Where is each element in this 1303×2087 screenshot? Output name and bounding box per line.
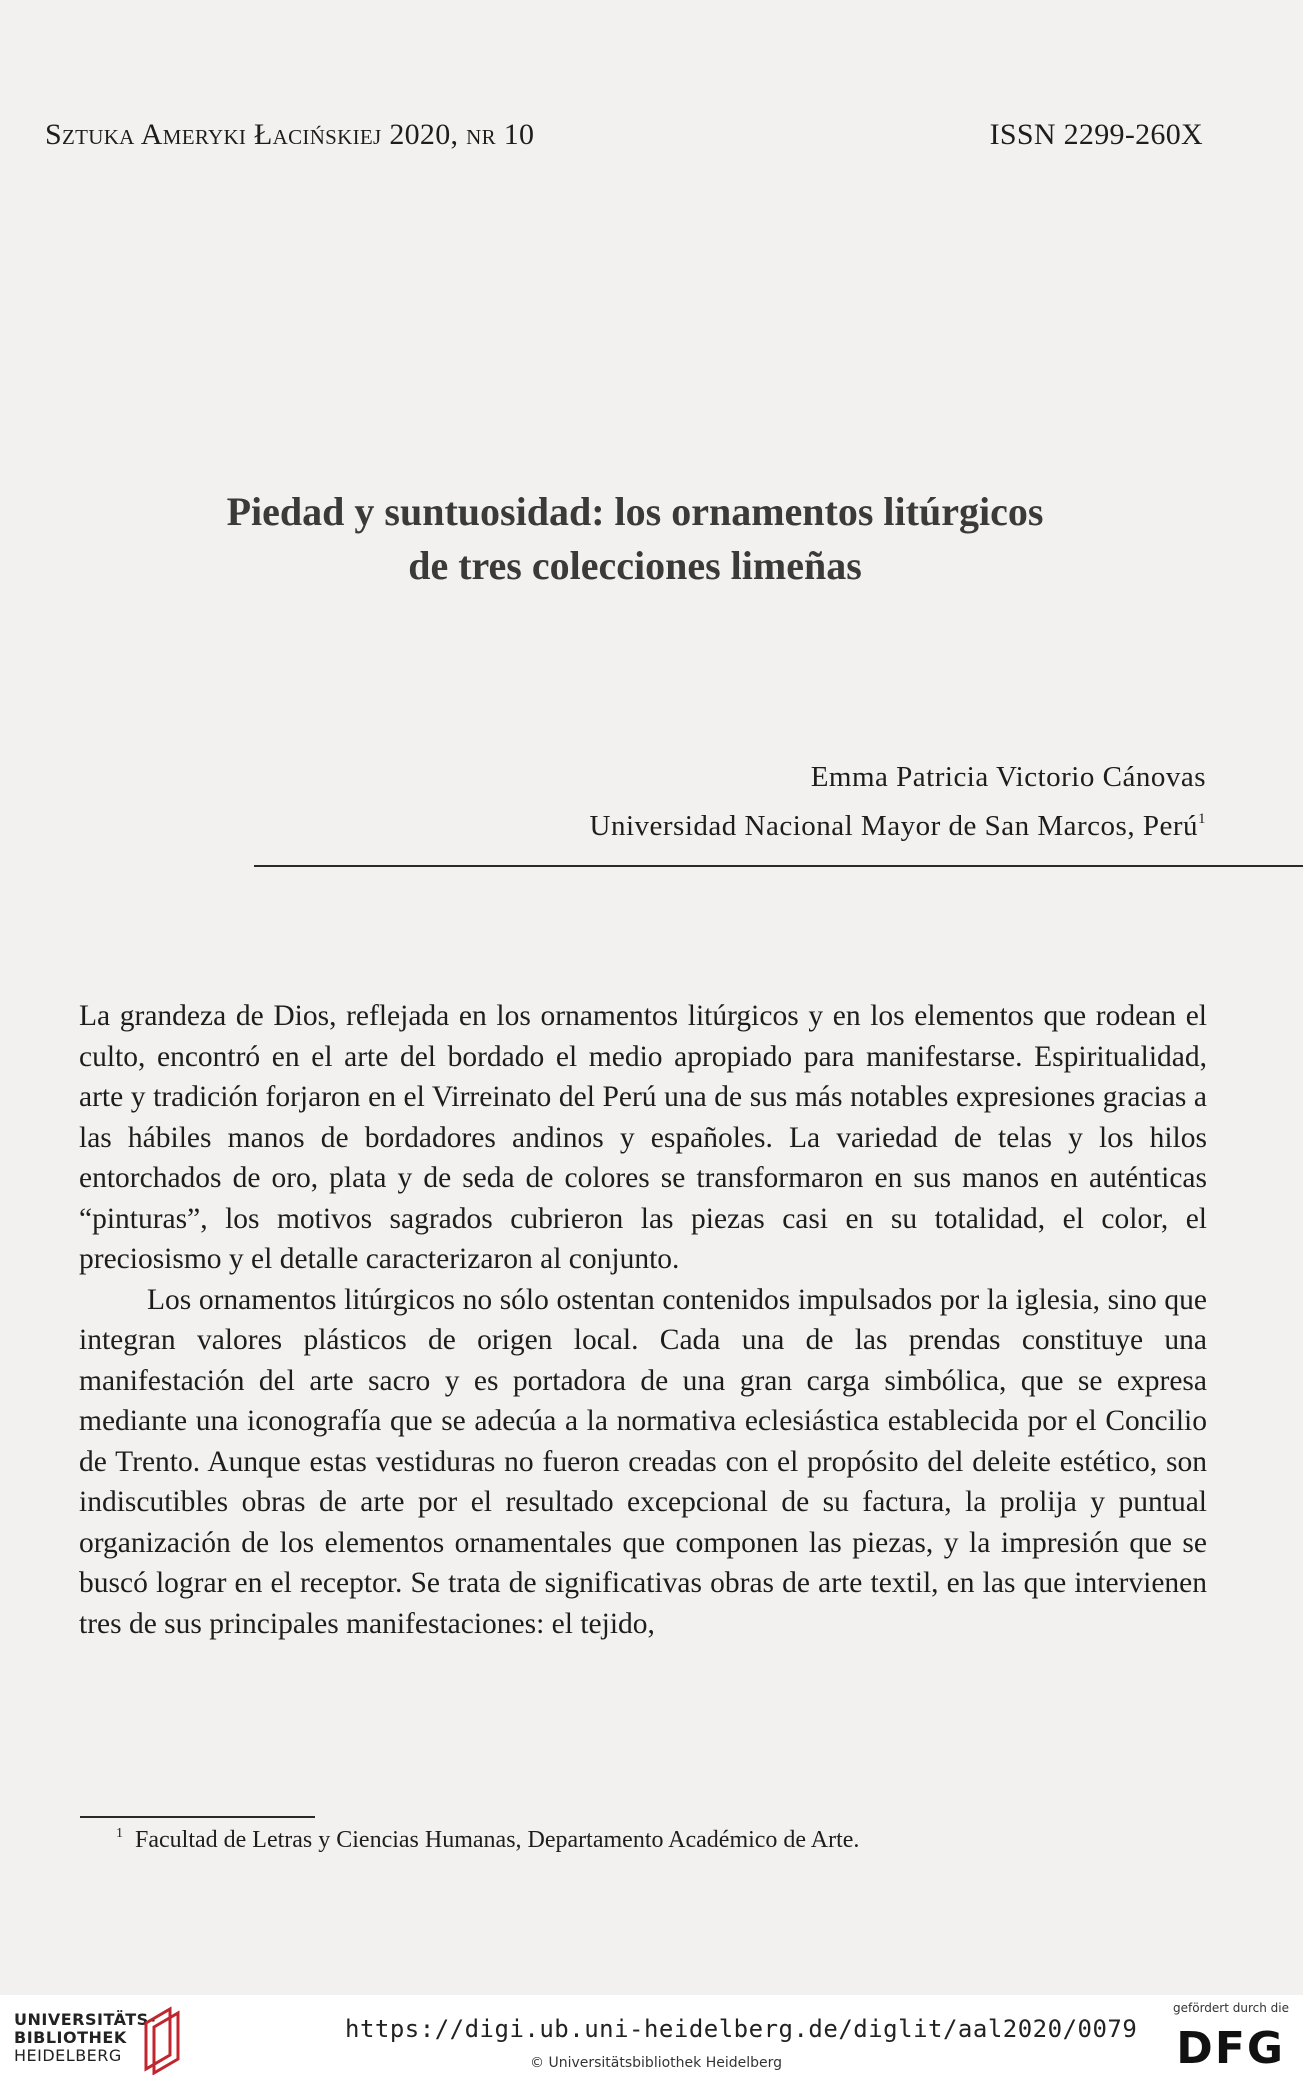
footnote-reference: 1	[1198, 811, 1206, 827]
source-url-link[interactable]: https://digi.ub.uni-heidelberg.de/diglit/aal2020/0079	[345, 2015, 1138, 2043]
digitization-footer	[0, 1995, 1303, 2087]
footnote	[116, 1826, 859, 1854]
article-title-line-1: Piedad y suntuosidad: los ornamentos litúrgicos	[226, 489, 1044, 534]
paragraph-1: La grandeza de Dios, reflejada en los ornamentos litúrgicos y en los elementos que rodean el culto, encontró en el arte del bordado el medio apropiado para manifestarse. Espiritualidad, arte y tradición forjaron en el Virreinato del Perú una de sus más notables expresiones gracias a las hábiles manos de bordadores andinos y españoles. La variedad de telas y los hilos entorchados de oro, plata y de seda de colores se transformaron en sus manos en auténticas “pinturas”, los motivos sagrados cubrieron las piezas casi en su totalidad, el color, el preciosismo y el detalle caracterizaron al conjunto.	[79, 1000, 1207, 1275]
journal-name: Sztuka Ameryki Łacińskiej	[45, 118, 382, 151]
dfg-caption: gefördert durch die	[1173, 2001, 1289, 2015]
paragraph-2: Los ornamentos litúrgicos no sólo ostentan contenidos impulsados por la iglesia, sino que integran valores plásticos de origen local. Cada una de las prendas constituye una manifestación del arte sacro y es portadora de una gran carga simbólica, que se expresa mediante una iconografía que se adecúa a la normativa eclesiástica establecida por el Concilio de Trento. Aunque estas vestiduras no fueron creadas con el propósito del deleite estético, son indiscutibles obras de arte por el resultado excepcional de su factura, la prolija y puntual organización de los elementos ornamentales que componen las piezas, y la impresión que se buscó lograr en el receptor. Se trata de significativas obras de arte textil, en las que intervienen tres de sus principales manifestaciones: el tejido,	[79, 1283, 1207, 1640]
copyright-notice: © Universitätsbibliothek Heidelberg	[530, 2055, 783, 2071]
article-body	[79, 996, 1207, 1644]
article-title-line-2: de tres colecciones limeñas	[408, 543, 862, 588]
library-name-line-2: BIBLIOTHEK	[14, 2028, 127, 2047]
library-logo-text	[14, 2011, 156, 2065]
author-block	[590, 756, 1206, 847]
library-name-line-3: HEIDELBERG	[14, 2046, 122, 2065]
library-name-line-1: UNIVERSITÄTS-	[14, 2010, 156, 2029]
issue-number: 10	[503, 118, 535, 151]
library-logo-icon	[140, 2003, 186, 2075]
article-title	[60, 485, 1210, 593]
title-divider	[254, 865, 1303, 867]
issn: ISSN 2299-260X	[989, 118, 1203, 151]
author-affiliation	[590, 798, 1206, 847]
journal-title	[45, 118, 534, 152]
journal-year: 2020,	[389, 118, 459, 151]
issue-label: nr	[466, 118, 496, 151]
dfg-logo: DFG	[1176, 2023, 1285, 2074]
footnote-divider	[80, 1816, 315, 1818]
footnote-mark: 1	[116, 1826, 123, 1841]
affiliation-text: Universidad Nacional Mayor de San Marcos, Perú	[589, 810, 1198, 842]
footnote-text: Facultad de Letras y Ciencias Humanas, Departamento Académico de Arte.	[135, 1827, 860, 1853]
author-name: Emma Patricia Victorio Cánovas	[810, 761, 1206, 793]
